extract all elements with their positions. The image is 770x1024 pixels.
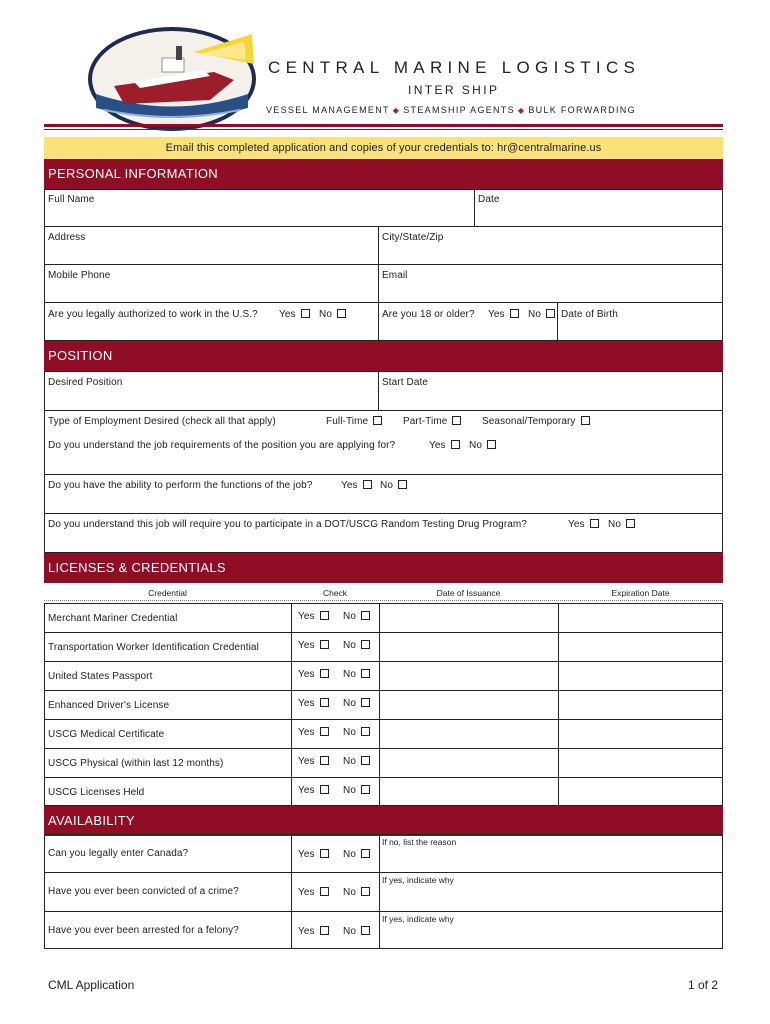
part-time-option[interactable]: Part-Time bbox=[403, 416, 461, 427]
work-authorization-question: Are you legally authorized to work in the U.S.? bbox=[48, 309, 258, 320]
col-issuance-header: Date of Issuance bbox=[436, 588, 501, 598]
checkbox-icon bbox=[581, 416, 590, 425]
checkbox-icon bbox=[320, 669, 329, 678]
checkbox-icon bbox=[337, 309, 346, 318]
license-credential-name: Merchant Mariner Credential bbox=[48, 613, 178, 624]
section-position: POSITION bbox=[44, 341, 723, 371]
header-rule bbox=[44, 124, 723, 127]
license-no[interactable]: No bbox=[343, 727, 370, 738]
col-credential-header: Credential bbox=[148, 588, 187, 598]
expiration-date-field[interactable] bbox=[559, 691, 722, 718]
age-question: Are you 18 or older? bbox=[382, 309, 475, 320]
license-credential-name: Enhanced Driver's License bbox=[48, 700, 170, 711]
availability-question: Have you ever been arrested for a felony? bbox=[48, 925, 239, 936]
availability-reason-field[interactable]: If yes, indicate why bbox=[382, 914, 454, 924]
checkbox-icon bbox=[626, 519, 635, 528]
job-requirements-yes[interactable]: Yes bbox=[429, 440, 460, 451]
checkbox-icon bbox=[320, 926, 329, 935]
section-licenses: LICENSES & CREDENTIALS bbox=[44, 553, 723, 583]
checkbox-icon bbox=[320, 887, 329, 896]
checkbox-icon bbox=[451, 440, 460, 449]
checkbox-icon bbox=[320, 785, 329, 794]
license-yes[interactable]: Yes bbox=[298, 669, 329, 680]
company-name: CENTRAL MARINE LOGISTICS bbox=[268, 58, 641, 77]
division-name: INTER SHIP bbox=[408, 83, 500, 97]
date-field[interactable]: Date bbox=[478, 194, 500, 205]
license-no[interactable]: No bbox=[343, 640, 370, 651]
checkbox-icon bbox=[546, 309, 555, 318]
checkbox-icon bbox=[510, 309, 519, 318]
checkbox-icon bbox=[590, 519, 599, 528]
mobile-phone-field[interactable]: Mobile Phone bbox=[48, 270, 111, 281]
license-yes[interactable]: Yes bbox=[298, 611, 329, 622]
ability-question: Do you have the ability to perform the functions of the job? bbox=[48, 480, 313, 491]
age-no[interactable]: No bbox=[528, 309, 555, 320]
checkbox-icon bbox=[301, 309, 310, 318]
email-field[interactable]: Email bbox=[382, 270, 408, 281]
availability-yes[interactable]: Yes bbox=[298, 887, 329, 898]
availability-yes[interactable]: Yes bbox=[298, 926, 329, 937]
drug-testing-yes[interactable]: Yes bbox=[568, 519, 599, 530]
drug-testing-no[interactable]: No bbox=[608, 519, 635, 530]
seasonal-option[interactable]: Seasonal/Temporary bbox=[482, 416, 590, 427]
work-authorization-no[interactable]: No bbox=[319, 309, 346, 320]
license-credential-name: United States Passport bbox=[48, 671, 153, 682]
checkbox-icon bbox=[361, 926, 370, 935]
checkbox-icon bbox=[320, 727, 329, 736]
section-availability: AVAILABILITY bbox=[44, 806, 723, 836]
drug-testing-question: Do you understand this job will require you to participate in a DOT/USCG Random Testing Drug Program? bbox=[48, 519, 528, 530]
checkbox-icon bbox=[452, 416, 461, 425]
checkbox-icon bbox=[361, 698, 370, 707]
expiration-date-field[interactable] bbox=[559, 778, 722, 805]
checkbox-icon bbox=[361, 669, 370, 678]
start-date-field[interactable]: Start Date bbox=[382, 377, 429, 388]
col-check-header: Check bbox=[322, 588, 348, 598]
ability-yes[interactable]: Yes bbox=[341, 480, 372, 491]
availability-no[interactable]: No bbox=[343, 926, 370, 937]
checkbox-icon bbox=[361, 756, 370, 765]
license-yes[interactable]: Yes bbox=[298, 727, 329, 738]
diamond-icon: ◆ bbox=[392, 106, 401, 115]
license-no[interactable]: No bbox=[343, 756, 370, 767]
date-of-issuance-field[interactable] bbox=[380, 720, 557, 747]
availability-yes[interactable]: Yes bbox=[298, 849, 329, 860]
checkbox-icon bbox=[361, 611, 370, 620]
page-number: 1 of 2 bbox=[688, 978, 719, 992]
checkbox-icon bbox=[398, 480, 407, 489]
availability-question: Can you legally enter Canada? bbox=[48, 848, 189, 859]
expiration-date-field[interactable] bbox=[559, 720, 722, 747]
availability-reason-field[interactable]: If yes, indicate why bbox=[382, 875, 454, 885]
company-logo bbox=[84, 24, 260, 134]
checkbox-icon bbox=[373, 416, 382, 425]
full-name-field[interactable]: Full Name bbox=[48, 194, 95, 205]
job-requirements-question: Do you understand the job requirements of the position you are applying for? bbox=[48, 440, 396, 451]
checkbox-icon bbox=[361, 640, 370, 649]
date-of-birth-field[interactable]: Date of Birth bbox=[561, 309, 618, 320]
checkbox-icon bbox=[320, 849, 329, 858]
date-of-issuance-field[interactable] bbox=[380, 691, 557, 718]
expiration-date-field[interactable] bbox=[559, 633, 722, 660]
checkbox-icon bbox=[361, 785, 370, 794]
license-no[interactable]: No bbox=[343, 785, 370, 796]
checkbox-icon bbox=[487, 440, 496, 449]
footer-form-name: CML Application bbox=[48, 978, 135, 992]
license-yes[interactable]: Yes bbox=[298, 640, 329, 651]
checkbox-icon bbox=[361, 727, 370, 736]
work-authorization-yes[interactable]: Yes bbox=[279, 309, 310, 320]
job-requirements-no[interactable]: No bbox=[469, 440, 496, 451]
city-state-zip-field[interactable]: City/State/Zip bbox=[382, 232, 444, 243]
license-yes[interactable]: Yes bbox=[298, 785, 329, 796]
full-time-option[interactable]: Full-Time bbox=[326, 416, 382, 427]
date-of-issuance-field[interactable] bbox=[380, 633, 557, 660]
license-credential-name: USCG Physical (within last 12 months) bbox=[48, 758, 224, 769]
availability-reason-field[interactable]: If no, list the reason bbox=[382, 837, 457, 847]
address-field[interactable]: Address bbox=[48, 232, 86, 243]
email-banner: Email this completed application and copies of your credentials to: hr@centralmarine.us bbox=[44, 137, 723, 159]
checkbox-icon bbox=[320, 611, 329, 620]
availability-no[interactable]: No bbox=[343, 887, 370, 898]
license-credential-name: Transportation Worker Identification Credential bbox=[48, 642, 259, 653]
ability-no[interactable]: No bbox=[380, 480, 407, 491]
license-yes[interactable]: Yes bbox=[298, 756, 329, 767]
section-personal-information: PERSONAL INFORMATION bbox=[44, 159, 723, 189]
availability-no[interactable]: No bbox=[343, 849, 370, 860]
license-no[interactable]: No bbox=[343, 611, 370, 622]
desired-position-field[interactable]: Desired Position bbox=[48, 377, 123, 388]
license-credential-name: USCG Medical Certificate bbox=[48, 729, 165, 740]
date-of-issuance-field[interactable] bbox=[380, 662, 557, 689]
expiration-date-field[interactable] bbox=[559, 604, 722, 631]
checkbox-icon bbox=[320, 698, 329, 707]
checkbox-icon bbox=[361, 849, 370, 858]
services-tagline: VESSEL MANAGEMENT ◆ STEAMSHIP AGENTS ◆ BULK FORWARDING bbox=[266, 105, 636, 115]
date-of-issuance-field[interactable] bbox=[380, 604, 557, 631]
age-yes[interactable]: Yes bbox=[488, 309, 519, 320]
checkbox-icon bbox=[320, 756, 329, 765]
expiration-date-field[interactable] bbox=[559, 749, 722, 776]
date-of-issuance-field[interactable] bbox=[380, 778, 557, 805]
employment-type-question: Type of Employment Desired (check all that apply) bbox=[48, 416, 276, 427]
expiration-date-field[interactable] bbox=[559, 662, 722, 689]
date-of-issuance-field[interactable] bbox=[380, 749, 557, 776]
license-yes[interactable]: Yes bbox=[298, 698, 329, 709]
license-no[interactable]: No bbox=[343, 669, 370, 680]
license-credential-name: USCG Licenses Held bbox=[48, 787, 145, 798]
checkbox-icon bbox=[361, 887, 370, 896]
col-expiration-header: Expiration Date bbox=[611, 588, 670, 598]
diamond-icon: ◆ bbox=[517, 106, 526, 115]
license-no[interactable]: No bbox=[343, 698, 370, 709]
checkbox-icon bbox=[320, 640, 329, 649]
header-rule-thin bbox=[44, 129, 723, 130]
availability-question: Have you ever been convicted of a crime? bbox=[48, 886, 239, 897]
checkbox-icon bbox=[363, 480, 372, 489]
